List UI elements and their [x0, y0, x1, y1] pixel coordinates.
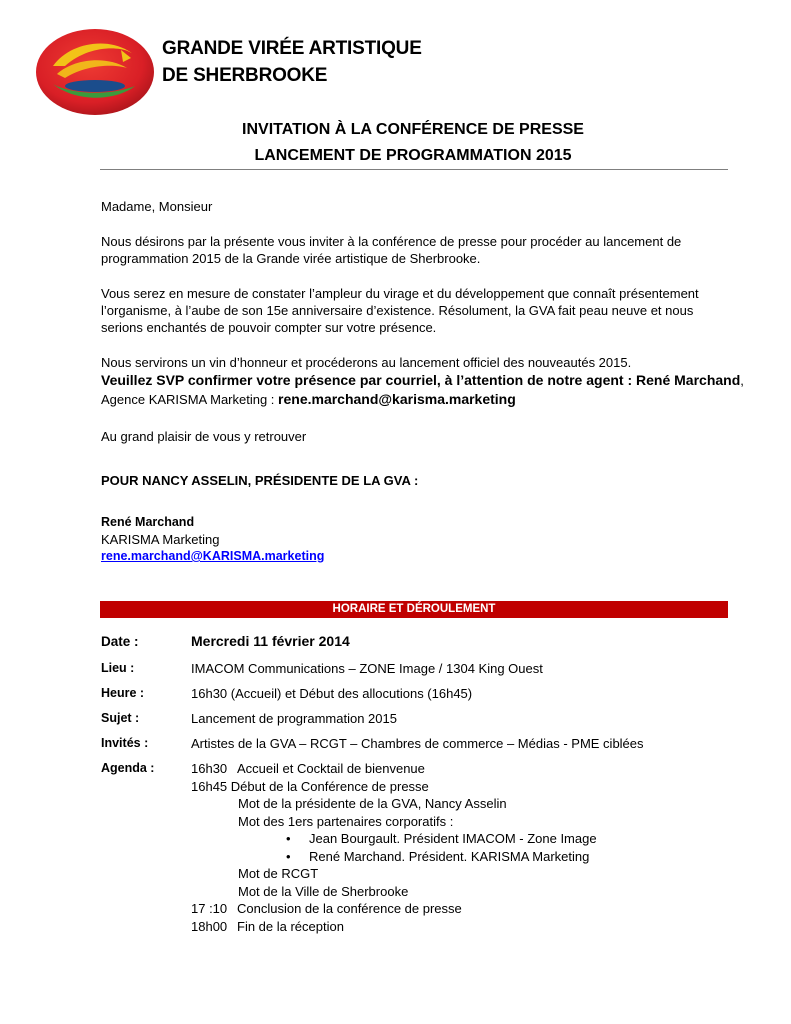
agenda-item: Mot de la Ville de Sherbrooke [238, 883, 409, 899]
agenda-bullet-text: Jean Bourgault. Président IMACOM - Zone Image [309, 831, 597, 846]
schedule-section-bar: HORAIRE ET DÉROULEMENT [100, 601, 728, 618]
date-label: Date : [101, 634, 139, 649]
agenda-item [191, 760, 597, 778]
paragraph-2-line-3: serions enchantés de pouvoir compter sur votre présence. [101, 320, 437, 335]
for-line: POUR NANCY ASSELIN, PRÉSIDENTE DE LA GVA : [101, 473, 419, 488]
confirm-line [101, 372, 744, 389]
agenda-item: Mot de RCGT [238, 866, 319, 881]
confirm-comma: , [740, 373, 744, 388]
confirm-text: Veuillez SVP confirmer votre présence par courriel, à l’attention de notre agent : René Marchand [101, 372, 741, 388]
bullet-icon: • [286, 848, 291, 864]
gva-logo [35, 28, 155, 116]
lieu-label: Lieu : [101, 661, 135, 675]
agenda-bullet-text: René Marchand. Président. KARISMA Marketing [309, 848, 590, 864]
signature-email-link[interactable]: rene.marchand@KARISMA.marketing [101, 549, 325, 563]
agenda-text: Conclusion de la conférence de presse [237, 901, 462, 916]
paragraph-3-line-1: Nous servirons un vin d’honneur et procéderons au lancement officiel des nouveautés 2015. [101, 355, 632, 370]
signature-company: KARISMA Marketing [101, 532, 220, 547]
agenda-item [191, 900, 597, 918]
salutation: Madame, Monsieur [101, 199, 213, 214]
document-title-line2: LANCEMENT DE PROGRAMMATION 2015 [254, 147, 572, 164]
sujet-label: Sujet : [101, 711, 140, 725]
agenda-item: 16h45 Début de la Conférence de presse [191, 778, 429, 794]
agenda-bullet-item [191, 848, 597, 866]
agenda-time: 16h30 [191, 761, 228, 776]
agenda-text: Fin de la réception [237, 918, 344, 934]
closing: Au grand plaisir de vous y retrouver [101, 429, 307, 444]
agency-prefix: Agence KARISMA Marketing : [101, 392, 279, 407]
agenda-time: 18h00 [191, 918, 228, 934]
agenda-item: Mot de la présidente de la GVA, Nancy Asselin [238, 796, 507, 811]
agency-line [101, 391, 516, 408]
signature-name: René Marchand [101, 515, 195, 529]
org-title-line1: GRANDE VIRÉE ARTISTIQUE [162, 38, 422, 59]
paragraph-1-line-2: programmation 2015 de la Grande virée artistique de Sherbrooke. [101, 251, 481, 266]
agenda-item [191, 918, 597, 936]
invites-value: Artistes de la GVA – RCGT – Chambres de commerce – Médias - PME ciblées [191, 736, 644, 751]
heure-label: Heure : [101, 686, 145, 700]
sujet-value: Lancement de programmation 2015 [191, 711, 397, 726]
agenda-label: Agenda : [101, 761, 155, 775]
agenda-item: Mot des 1ers partenaires corporatifs : [238, 813, 454, 829]
paragraph-2-line-2: l’organisme, à l’aube de son 15e anniversaire d’existence. Résolument, la GVA fait peau neuve et nous [101, 303, 694, 318]
paragraph-2-line-1: Vous serez en mesure de constater l’ampleur du virage et du développement que connaît présentement [101, 286, 699, 301]
lieu-value: IMACOM Communications – ZONE Image / 1304 King Ouest [191, 661, 543, 676]
agenda-text: Accueil et Cocktail de bienvenue [237, 761, 425, 776]
paragraph-1-line-1: Nous désirons par la présente vous inviter à la conférence de presse pour procéder au lancement de [101, 234, 682, 249]
agenda-bullet-item [191, 830, 597, 848]
bullet-icon: • [286, 831, 291, 846]
org-title-line2: DE SHERBROOKE [162, 65, 328, 86]
date-value: Mercredi 11 février 2014 [191, 633, 350, 649]
invites-label: Invités : [101, 736, 149, 750]
title-rule [100, 169, 728, 170]
agenda-time: 17 :10 [191, 901, 228, 916]
document-title-line1: INVITATION À LA CONFÉRENCE DE PRESSE [242, 121, 584, 138]
heure-value: 16h30 (Accueil) et Début des allocutions (16h45) [191, 686, 473, 701]
agenda-list [191, 760, 597, 935]
agency-email: rene.marchand@karisma.marketing [278, 391, 516, 407]
